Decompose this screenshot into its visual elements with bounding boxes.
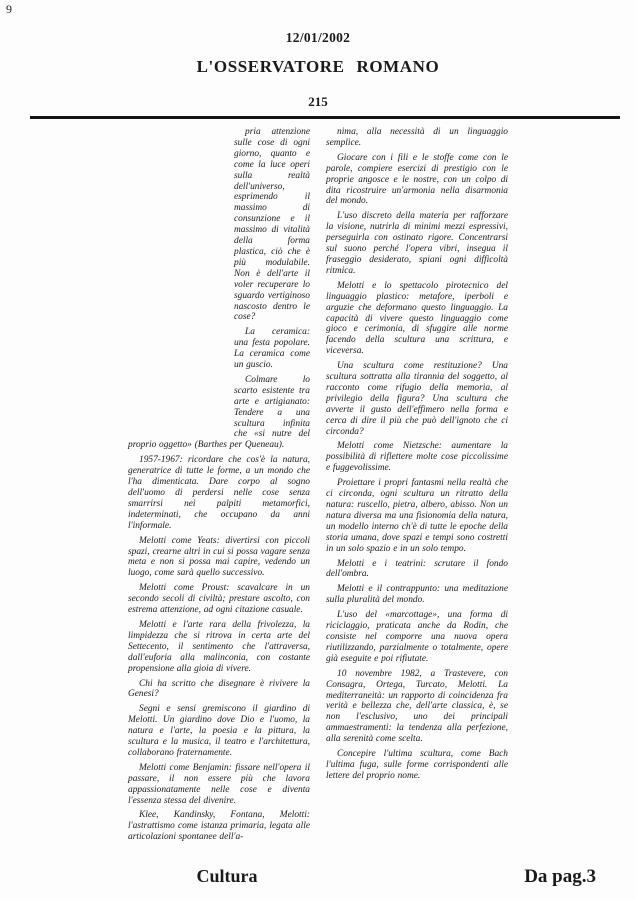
article-paragraph: pria attenzione sulle cose di ogni giorno, quanto e come la luce operi sulla realtà dell'universo, esprimendo il massimo di consunzione e il massimo di vitalità della forma plastica, ciò che è più modulabile. Non è dell'arte il voler recuperare lo sguardo vertiginoso nascosto dentro le cose? (234, 127, 310, 323)
page-number: 9 (6, 2, 12, 16)
article-left-column (128, 127, 310, 847)
header-date: 12/01/2002 (285, 30, 351, 45)
article-paragraph: La ceramica: una festa popolare. La ceramica come un guscio. (234, 327, 310, 371)
article-paragraph: Segni e sensi gremiscono il giardino di Melotti. Un giardino dove Dio e l'uomo, la natura e l'arte, la poesia e la pittura, la scultura e la musica, il teatro e l'architettura, collaborano fraternamente. (128, 704, 310, 758)
article-paragraph: 1957-1967: ricordare che cos'è la natura, generatrice di tutte le forme, a un mondo che l'ha dimenticata. Dare corpo al sogno dell'uomo di perdersi nelle cose senza smarrirsi nei palpiti metamorfici, indeterminati, che occupano da anni l'informale. (128, 455, 310, 531)
source-page-label: Da pag.3 (524, 866, 596, 887)
article-body (128, 127, 508, 847)
article-paragraph: Melotti come Proust: scavalcare in un secondo secoli di civiltà; prestare ascolto, con estrema attenzione, ad ogni citazione casuale. (128, 583, 310, 616)
header-divider-rule (30, 116, 620, 119)
article-paragraph: Melotti e lo spettacolo pirotecnico del linguaggio plastico: metafore, iperboli e arguzie che deformano questo linguaggio. La capacità di vivere questo linguaggio come gioco e cerimonia, di sfuggire alle norme facendo della scultura una scrittura, e viceversa. (326, 280, 508, 357)
text-wrap-spacer (128, 127, 228, 430)
article-paragraph: Klee, Kandinsky, Fontana, Melotti: l'astrattismo come istanza primaria, legata alle articolazioni spontanee dell'a- (128, 810, 310, 843)
article-paragraph: L'uso discreto della materia per rafforzare la visione, nutrirla di minimi mezzi espressivi, perseguirla con ostinato rigore. Concentrarsi sul suono perché l'opera vibri, insegua il fraseggio desiderato, spiani ogni difficoltà ritmica. (326, 211, 508, 276)
article-paragraph: Melotti come Nietzsche: aumentare la possibilità di riflettere molte cose piccolissime e fuggevolissime. (326, 441, 508, 474)
article-paragraph: Melotti come Yeats: divertirsi con piccoli spazi, crearne altri in cui si possa vagare senza meta e non si possa mai capire, vedendo un luogo, come sarà quello successivo. (128, 535, 310, 579)
article-paragraph: Una scultura come restituzione? Una scultura sottratta alla tirannia del soggetto, al racconto come rifugio della memoria, al privilegio della figura? Una scultura che avverte il gusto dell'effimero nella forma e cerca di dire il più che può dell'ignoto che ci circonda? (326, 361, 508, 437)
article-paragraph: Giocare con i fili e le stoffe come con le parole, compiere esercizi di prestigio con le proprie angosce e le nostre, con un colpo di dita ricostruire un'armonia nella disarmonia del mondo. (326, 152, 508, 207)
article-paragraph: L'uso del «marcottage», una forma di riciclaggio, praticata anche da Rodin, che consiste nel comporre una nuova opera riutilizzando, parzialmente o totalmente, opere già eseguite e poi rifiutate. (326, 610, 508, 664)
article-paragraph: Melotti e il contrappunto: una meditazione sulla pluralità del mondo. (326, 584, 508, 606)
article-paragraph: Chi ha scritto che disegnare è rivivere la Genesi? (128, 678, 310, 700)
article-paragraph: Melotti e i teatrini: scrutare il fondo dell'ombra. (326, 558, 508, 580)
article-paragraph: Concepire l'ultima scultura, come Bach l'ultima fuga, sulle forme corrispondenti alle lettere del proprio nome. (326, 749, 508, 781)
article-paragraph: nima, alla necessità di un linguaggio semplice. (326, 127, 508, 148)
article-paragraph: Proiettare i propri fantasmi nella realtà che ci circonda, ogni scultura un ritratto della natura: ruscello, pietra, albero, abisso. Non un natura diversa ma una fisionomia della natura, un modello interno ch'è di tutte le epoche della storia umana, dove spazi e tempi sono costretti in un solo spazio e in un solo tempo. (326, 478, 508, 554)
article-paragraph: Colmare lo scarto esistente tra arte e artigianato: Tendere a una scultura infinita che «si nutre del proprio oggetto» (Barthes per Queneau). (128, 374, 310, 451)
article-right-column (326, 127, 508, 847)
article-paragraph: Melotti e l'arte rara della frivolezza, la limpidezza che si ritrova in certa arte del Settecento, il sentimento che l'attraversa, dall'euforia alla malinconia, con costante propensione alla gioia di vivere. (128, 619, 310, 674)
issue-number: 215 (308, 94, 328, 109)
section-label: Cultura (196, 866, 258, 886)
newspaper-masthead: L'OSSERVATORE ROMANO (196, 57, 440, 76)
article-paragraph: Melotti come Benjamin: fissare nell'opera il passare, il non essere più che lavora appassionatamente nelle cose e diventa l'essenza stessa del divenire. (128, 762, 310, 806)
article-paragraph: 10 novembre 1982, a Trastevere, con Consagra, Ortega, Turcato, Melotti. La mediterraneità: un rapporto di coincidenza fra verità e bellezza che, dell'arte classica, è, se non l'esclusivo, uno dei principali ammaestramenti: la tendenza alla perfezione, alla serenità come scelta. (326, 668, 508, 745)
